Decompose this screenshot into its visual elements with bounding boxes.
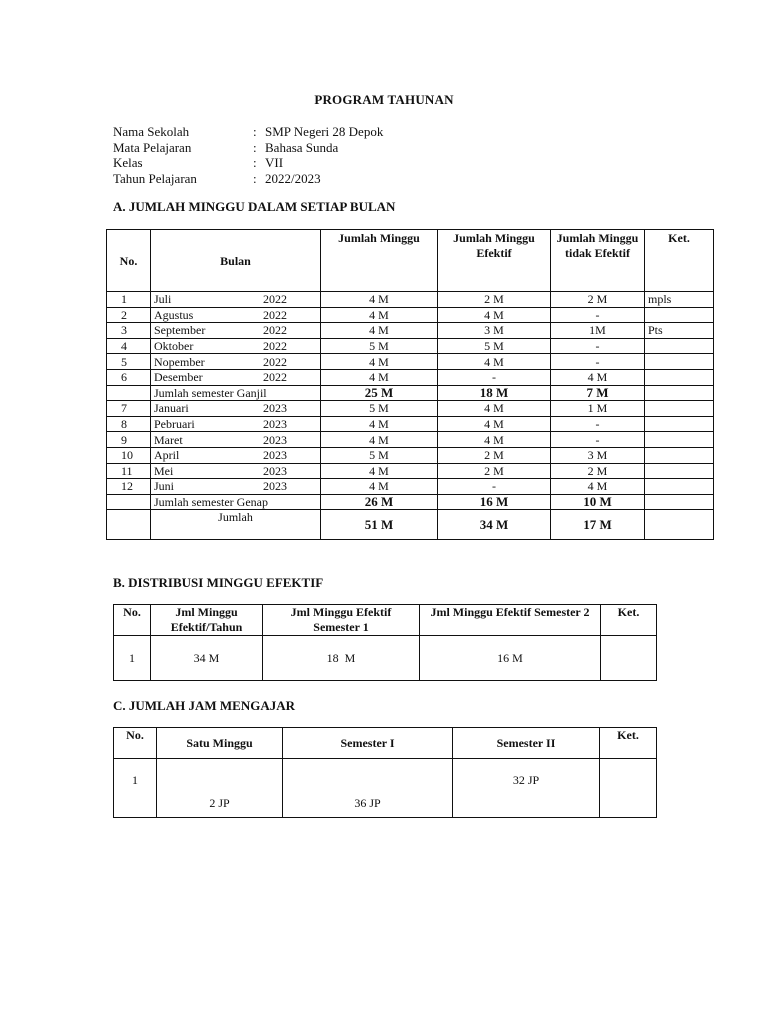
summary-effective: 34 M	[438, 510, 551, 540]
cell-no: 4	[107, 338, 151, 354]
cell-not-effective: 1 M	[551, 401, 645, 417]
weeks-per-month-table	[106, 229, 714, 540]
cell-ket	[645, 494, 714, 510]
cell-weeks: 4 M	[321, 292, 438, 308]
info-colon: :	[253, 170, 257, 186]
header-semester-2: Jml Minggu Efektif Semester 2	[420, 605, 601, 636]
cell-effective: 4 M	[438, 401, 551, 417]
cell-effective: 4 M	[438, 432, 551, 448]
month-year: 2023	[263, 479, 287, 494]
cell-semester-2: 16 M	[420, 636, 601, 681]
header-per-year: Jml Minggu Efektif/Tahun	[151, 605, 263, 636]
cell-no: 8	[107, 416, 151, 432]
header-one-week: Satu Minggu	[157, 728, 283, 759]
cell-ket	[645, 307, 714, 323]
cell-effective: 2 M	[438, 463, 551, 479]
summary-not-effective: 7 M	[551, 385, 645, 401]
month-name: Juli	[154, 292, 172, 307]
cell-semester-2: 32 JP	[453, 759, 600, 818]
section-c-title: C. JUMLAH JAM MENGAJAR	[113, 698, 295, 713]
cell-weeks: 4 M	[321, 323, 438, 339]
cell-no: 7	[107, 401, 151, 417]
table-row	[107, 479, 714, 495]
cell-not-effective: 2 M	[551, 463, 645, 479]
info-value: 2022/2023	[265, 170, 321, 186]
info-colon: :	[253, 124, 257, 139]
summary-label: Jumlah semester Genap	[151, 494, 321, 510]
header-bulan: Bulan	[151, 230, 321, 292]
header-tidak-efektif: Jumlah Minggu tidak Efektif	[551, 230, 645, 292]
cell-no: 1	[107, 292, 151, 308]
summary-label: Jumlah semester Ganjil	[151, 385, 321, 401]
section-a-title: A. JUMLAH MINGGU DALAM SETIAP BULAN	[113, 199, 396, 214]
cell-ket	[645, 354, 714, 370]
cell-effective: -	[438, 479, 551, 495]
month-name: Juni	[154, 479, 175, 494]
table-row	[107, 292, 714, 308]
table-row	[107, 432, 714, 448]
table-row	[114, 636, 657, 681]
cell-effective: 4 M	[438, 416, 551, 432]
cell-month	[151, 401, 321, 417]
cell-not-effective: 4 M	[551, 479, 645, 495]
info-row-class	[113, 155, 383, 171]
month-year: 2023	[263, 448, 287, 463]
cell-month	[151, 432, 321, 448]
cell-month	[151, 463, 321, 479]
cell-month	[151, 447, 321, 463]
cell-effective: 2 M	[438, 447, 551, 463]
month-name: Januari	[154, 401, 189, 416]
cell-month	[151, 338, 321, 354]
month-name: Pebruari	[154, 417, 195, 432]
section-b-title: B. DISTRIBUSI MINGGU EFEKTIF	[113, 575, 324, 590]
summary-not-effective: 10 M	[551, 494, 645, 510]
cell-semester-1: 36 JP	[283, 759, 453, 818]
cell-month	[151, 323, 321, 339]
cell-no: 10	[107, 447, 151, 463]
cell-weeks: 4 M	[321, 463, 438, 479]
month-name: September	[154, 323, 206, 338]
info-colon: :	[253, 139, 257, 155]
info-value: VII	[265, 155, 284, 170]
month-year: 2022	[263, 323, 287, 338]
cell-weeks: 4 M	[321, 307, 438, 323]
cell-not-effective: -	[551, 307, 645, 323]
table-row	[107, 401, 714, 417]
table-row	[107, 307, 714, 323]
cell-not-effective: 3 M	[551, 447, 645, 463]
month-year: 2023	[263, 463, 287, 478]
header-jumlah-minggu: Jumlah Minggu	[321, 230, 438, 292]
cell-not-effective: -	[551, 416, 645, 432]
table-body	[107, 292, 714, 540]
cell-effective: 5 M	[438, 338, 551, 354]
cell-ket: mpls	[645, 292, 714, 308]
info-label: Mata Pelajaran	[113, 139, 192, 155]
info-label: Kelas	[113, 155, 143, 170]
cell-no: 1	[114, 759, 157, 818]
summary-weeks: 26 M	[321, 494, 438, 510]
cell-not-effective: 2 M	[551, 292, 645, 308]
cell-ket	[645, 369, 714, 385]
info-colon: :	[253, 155, 257, 170]
cell-ket	[601, 636, 657, 681]
cell-no	[107, 494, 151, 510]
cell-no: 5	[107, 354, 151, 370]
school-info	[113, 124, 383, 186]
info-row-year	[113, 171, 383, 187]
cell-no	[107, 385, 151, 401]
header-no: No.	[114, 605, 151, 636]
info-row-subject	[113, 140, 383, 156]
cell-weeks: 4 M	[321, 369, 438, 385]
info-value: Bahasa Sunda	[265, 139, 339, 155]
cell-ket	[645, 432, 714, 448]
cell-month	[151, 354, 321, 370]
cell-ket	[600, 759, 657, 818]
cell-not-effective: -	[551, 354, 645, 370]
cell-ket	[645, 338, 714, 354]
info-label: Nama Sekolah	[113, 124, 190, 139]
table-row	[114, 759, 657, 818]
cell-weeks: 4 M	[321, 432, 438, 448]
month-year: 2023	[263, 417, 287, 432]
cell-no: 9	[107, 432, 151, 448]
header-semester-1: Semester I	[283, 728, 453, 759]
summary-row	[107, 385, 714, 401]
summary-label: Jumlah	[151, 510, 321, 540]
cell-month	[151, 307, 321, 323]
cell-no: 1	[114, 636, 151, 681]
cell-ket	[645, 385, 714, 401]
cell-no: 11	[107, 463, 151, 479]
cell-per-year: 34 M	[151, 636, 263, 681]
month-year: 2022	[263, 354, 287, 369]
header-semester-1: Jml Minggu Efektif Semester 1	[263, 605, 420, 636]
cell-one-week: 2 JP	[157, 759, 283, 818]
header-semester-2: Semester II	[453, 728, 600, 759]
cell-no	[107, 510, 151, 540]
table-row	[107, 323, 714, 339]
cell-weeks: 4 M	[321, 416, 438, 432]
cell-no: 2	[107, 307, 151, 323]
month-name: Mei	[154, 463, 174, 478]
header-efektif: Jumlah Minggu Efektif	[438, 230, 551, 292]
table-row	[107, 369, 714, 385]
month-year: 2023	[263, 432, 287, 447]
summary-not-effective: 17 M	[551, 510, 645, 540]
cell-no: 6	[107, 369, 151, 385]
cell-month	[151, 479, 321, 495]
table-row	[107, 338, 714, 354]
table-row	[107, 416, 714, 432]
month-year: 2022	[263, 307, 287, 322]
teaching-hours-table	[113, 727, 657, 818]
cell-effective: 4 M	[438, 307, 551, 323]
info-value: SMP Negeri 28 Depok	[265, 124, 384, 139]
cell-effective: -	[438, 369, 551, 385]
header-no: No.	[114, 728, 157, 759]
cell-weeks: 4 M	[321, 354, 438, 370]
cell-effective: 4 M	[438, 354, 551, 370]
cell-ket	[645, 447, 714, 463]
month-name: Maret	[154, 432, 183, 447]
cell-ket	[645, 401, 714, 417]
month-name: Agustus	[154, 307, 194, 322]
table-row	[107, 447, 714, 463]
month-year: 2022	[263, 370, 287, 385]
header-ket: Ket.	[601, 605, 657, 636]
month-name: Oktober	[154, 339, 194, 354]
cell-no: 12	[107, 479, 151, 495]
cell-effective: 3 M	[438, 323, 551, 339]
header-ket: Ket.	[645, 230, 714, 292]
page-title: PROGRAM TAHUNAN	[314, 92, 454, 107]
cell-weeks: 5 M	[321, 338, 438, 354]
month-year: 2022	[263, 339, 287, 354]
cell-ket	[645, 463, 714, 479]
cell-ket	[645, 416, 714, 432]
table-row	[107, 463, 714, 479]
month-year: 2022	[263, 292, 287, 307]
summary-effective: 18 M	[438, 385, 551, 401]
cell-not-effective: -	[551, 432, 645, 448]
cell-ket: Pts	[645, 323, 714, 339]
summary-weeks: 25 M	[321, 385, 438, 401]
effective-weeks-table	[113, 604, 657, 681]
header-ket: Ket.	[600, 728, 657, 759]
cell-not-effective: 4 M	[551, 369, 645, 385]
month-name: Nopember	[154, 354, 205, 369]
cell-weeks: 5 M	[321, 447, 438, 463]
cell-no: 3	[107, 323, 151, 339]
cell-ket	[645, 510, 714, 540]
cell-month	[151, 369, 321, 385]
cell-month	[151, 416, 321, 432]
cell-weeks: 4 M	[321, 479, 438, 495]
cell-semester-1: 18 M	[263, 636, 420, 681]
header-no: No.	[107, 230, 151, 292]
cell-not-effective: -	[551, 338, 645, 354]
cell-effective: 2 M	[438, 292, 551, 308]
month-name: Desember	[154, 370, 203, 385]
summary-row	[107, 510, 714, 540]
summary-weeks: 51 M	[321, 510, 438, 540]
info-label: Tahun Pelajaran	[113, 170, 197, 186]
cell-ket	[645, 479, 714, 495]
cell-month	[151, 292, 321, 308]
month-year: 2023	[263, 401, 287, 416]
cell-weeks: 5 M	[321, 401, 438, 417]
month-name: April	[154, 448, 180, 463]
cell-not-effective: 1M	[551, 323, 645, 339]
info-row-school	[113, 124, 383, 140]
table-row	[107, 354, 714, 370]
summary-effective: 16 M	[438, 494, 551, 510]
summary-row	[107, 494, 714, 510]
